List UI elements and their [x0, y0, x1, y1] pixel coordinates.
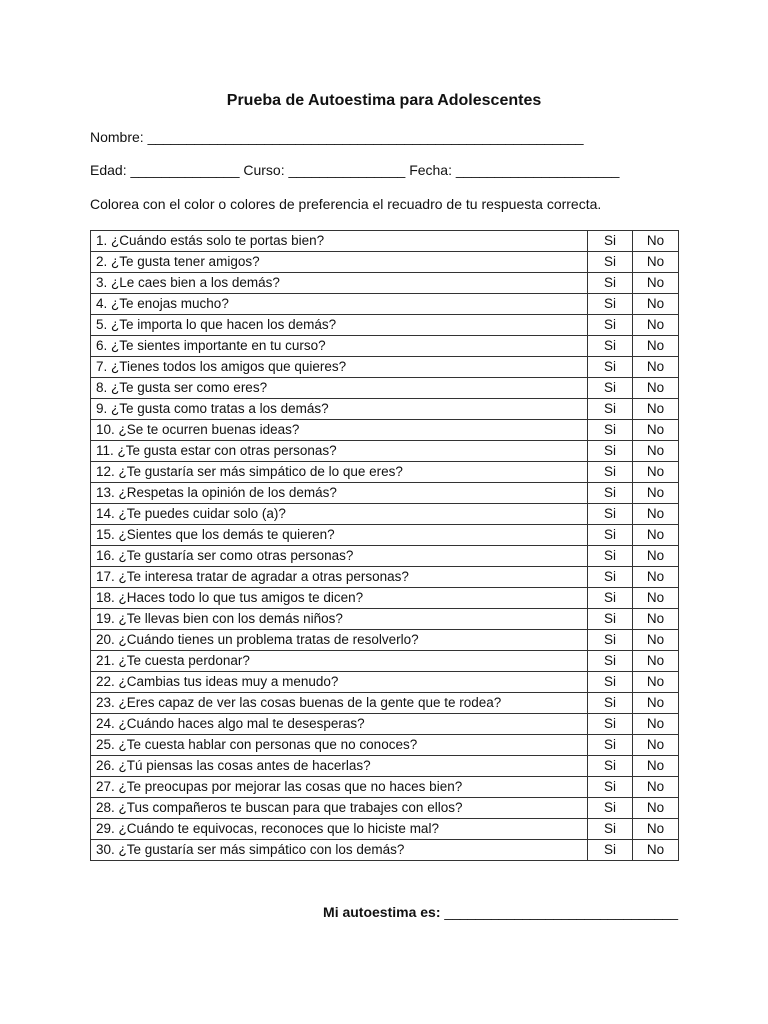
question-text: 8. ¿Te gusta ser como eres?	[91, 378, 588, 399]
answer-si-box[interactable]: Si	[588, 630, 633, 651]
table-row	[91, 588, 679, 609]
answer-no-box[interactable]: No	[633, 672, 679, 693]
question-text: 2. ¿Te gusta tener amigos?	[91, 252, 588, 273]
question-text: 26. ¿Tú piensas las cosas antes de hacerlas?	[91, 756, 588, 777]
answer-no-box[interactable]: No	[633, 630, 679, 651]
question-text: 18. ¿Haces todo lo que tus amigos te dicen?	[91, 588, 588, 609]
question-text: 22. ¿Cambias tus ideas muy a menudo?	[91, 672, 588, 693]
table-row	[91, 504, 679, 525]
question-text: 12. ¿Te gustaría ser más simpático de lo que eres?	[91, 462, 588, 483]
answer-no-box[interactable]: No	[633, 252, 679, 273]
answer-no-box[interactable]: No	[633, 546, 679, 567]
question-text: 16. ¿Te gustaría ser como otras personas?	[91, 546, 588, 567]
answer-si-box[interactable]: Si	[588, 819, 633, 840]
answer-no-box[interactable]: No	[633, 483, 679, 504]
self-esteem-result	[323, 904, 678, 920]
answer-si-box[interactable]: Si	[588, 567, 633, 588]
answer-si-box[interactable]: Si	[588, 525, 633, 546]
question-text: 10. ¿Se te ocurren buenas ideas?	[91, 420, 588, 441]
answer-no-box[interactable]: No	[633, 840, 679, 861]
result-blank[interactable]: ______________________________	[444, 904, 678, 920]
answer-no-box[interactable]: No	[633, 420, 679, 441]
answer-no-box[interactable]: No	[633, 336, 679, 357]
answer-si-box[interactable]: Si	[588, 315, 633, 336]
answer-si-box[interactable]: Si	[588, 483, 633, 504]
answer-no-box[interactable]: No	[633, 357, 679, 378]
curso-field[interactable]: Curso: _______________	[243, 162, 406, 178]
question-text: 19. ¿Te llevas bien con los demás niños?	[91, 609, 588, 630]
answer-no-box[interactable]: No	[633, 231, 679, 252]
table-row	[91, 840, 679, 861]
table-row	[91, 756, 679, 777]
answer-si-box[interactable]: Si	[588, 609, 633, 630]
answer-no-box[interactable]: No	[633, 798, 679, 819]
table-row	[91, 798, 679, 819]
table-row	[91, 231, 679, 252]
table-row	[91, 399, 679, 420]
table-row	[91, 420, 679, 441]
questionnaire-table	[90, 230, 679, 861]
answer-si-box[interactable]: Si	[588, 693, 633, 714]
question-text: 24. ¿Cuándo haces algo mal te desesperas?	[91, 714, 588, 735]
table-row	[91, 483, 679, 504]
answer-no-box[interactable]: No	[633, 462, 679, 483]
table-row	[91, 693, 679, 714]
instructions: Colorea con el color o colores de preferencia el recuadro de tu respuesta correcta.	[90, 196, 602, 212]
question-text: 25. ¿Te cuesta hablar con personas que no conoces?	[91, 735, 588, 756]
question-text: 9. ¿Te gusta como tratas a los demás?	[91, 399, 588, 420]
answer-no-box[interactable]: No	[633, 819, 679, 840]
table-row	[91, 525, 679, 546]
table-row	[91, 672, 679, 693]
table-row	[91, 294, 679, 315]
answer-no-box[interactable]: No	[633, 504, 679, 525]
table-row	[91, 462, 679, 483]
answer-no-box[interactable]: No	[633, 777, 679, 798]
fecha-field[interactable]: Fecha: _____________________	[409, 162, 620, 178]
question-text: 15. ¿Sientes que los demás te quieren?	[91, 525, 588, 546]
question-text: 5. ¿Te importa lo que hacen los demás?	[91, 315, 588, 336]
answer-si-box[interactable]: Si	[588, 294, 633, 315]
answer-si-box[interactable]: Si	[588, 399, 633, 420]
answer-si-box[interactable]: Si	[588, 441, 633, 462]
answer-no-box[interactable]: No	[633, 735, 679, 756]
answer-no-box[interactable]: No	[633, 756, 679, 777]
question-text: 29. ¿Cuándo te equivocas, reconoces que lo hiciste mal?	[91, 819, 588, 840]
question-text: 14. ¿Te puedes cuidar solo (a)?	[91, 504, 588, 525]
answer-si-box[interactable]: Si	[588, 378, 633, 399]
table-row	[91, 567, 679, 588]
answer-no-box[interactable]: No	[633, 441, 679, 462]
question-text: 23. ¿Eres capaz de ver las cosas buenas de la gente que te rodea?	[91, 693, 588, 714]
answer-no-box[interactable]: No	[633, 273, 679, 294]
question-text: 21. ¿Te cuesta perdonar?	[91, 651, 588, 672]
answer-no-box[interactable]: No	[633, 693, 679, 714]
answer-no-box[interactable]: No	[633, 294, 679, 315]
answer-si-box[interactable]: Si	[588, 336, 633, 357]
question-text: 17. ¿Te interesa tratar de agradar a otras personas?	[91, 567, 588, 588]
table-row	[91, 336, 679, 357]
edad-field[interactable]: Edad: ______________	[90, 162, 240, 178]
answer-no-box[interactable]: No	[633, 315, 679, 336]
question-text: 27. ¿Te preocupas por mejorar las cosas que no haces bien?	[91, 777, 588, 798]
answer-si-box[interactable]: Si	[588, 546, 633, 567]
answer-si-box[interactable]: Si	[588, 504, 633, 525]
answer-si-box[interactable]: Si	[588, 231, 633, 252]
answer-si-box[interactable]: Si	[588, 735, 633, 756]
answer-no-box[interactable]: No	[633, 714, 679, 735]
question-text: 7. ¿Tienes todos los amigos que quieres?	[91, 357, 588, 378]
question-text: 30. ¿Te gustaría ser más simpático con los demás?	[91, 840, 588, 861]
answer-si-box[interactable]: Si	[588, 798, 633, 819]
answer-no-box[interactable]: No	[633, 588, 679, 609]
answer-no-box[interactable]: No	[633, 378, 679, 399]
question-text: 1. ¿Cuándo estás solo te portas bien?	[91, 231, 588, 252]
answer-no-box[interactable]: No	[633, 651, 679, 672]
answer-si-box[interactable]: Si	[588, 672, 633, 693]
question-text: 4. ¿Te enojas mucho?	[91, 294, 588, 315]
answer-si-box[interactable]: Si	[588, 840, 633, 861]
table-row	[91, 819, 679, 840]
question-text: 3. ¿Le caes bien a los demás?	[91, 273, 588, 294]
nombre-field[interactable]: Nombre: ________________________________________________________	[90, 129, 584, 145]
answer-si-box[interactable]: Si	[588, 252, 633, 273]
table-row	[91, 609, 679, 630]
question-text: 6. ¿Te sientes importante en tu curso?	[91, 336, 588, 357]
table-row	[91, 777, 679, 798]
table-row	[91, 714, 679, 735]
answer-si-box[interactable]: Si	[588, 357, 633, 378]
table-row	[91, 546, 679, 567]
table-row	[91, 357, 679, 378]
result-label: Mi autoestima es:	[323, 904, 441, 920]
answer-si-box[interactable]: Si	[588, 756, 633, 777]
details-line	[90, 162, 619, 178]
answer-si-box[interactable]: Si	[588, 462, 633, 483]
question-text: 13. ¿Respetas la opinión de los demás?	[91, 483, 588, 504]
answer-si-box[interactable]: Si	[588, 777, 633, 798]
question-text: 11. ¿Te gusta estar con otras personas?	[91, 441, 588, 462]
answer-no-box[interactable]: No	[633, 567, 679, 588]
table-row	[91, 651, 679, 672]
page-title: Prueba de Autoestima para Adolescentes	[226, 92, 542, 109]
table-row	[91, 735, 679, 756]
answer-si-box[interactable]: Si	[588, 420, 633, 441]
answer-si-box[interactable]: Si	[588, 714, 633, 735]
answer-no-box[interactable]: No	[633, 525, 679, 546]
table-row	[91, 441, 679, 462]
table-row	[91, 630, 679, 651]
answer-no-box[interactable]: No	[633, 609, 679, 630]
answer-no-box[interactable]: No	[633, 399, 679, 420]
answer-si-box[interactable]: Si	[588, 651, 633, 672]
table-row	[91, 252, 679, 273]
answer-si-box[interactable]: Si	[588, 273, 633, 294]
question-text: 20. ¿Cuándo tienes un problema tratas de resolverlo?	[91, 630, 588, 651]
answer-si-box[interactable]: Si	[588, 588, 633, 609]
question-text: 28. ¿Tus compañeros te buscan para que trabajes con ellos?	[91, 798, 588, 819]
table-row	[91, 273, 679, 294]
table-row	[91, 315, 679, 336]
table-row	[91, 378, 679, 399]
